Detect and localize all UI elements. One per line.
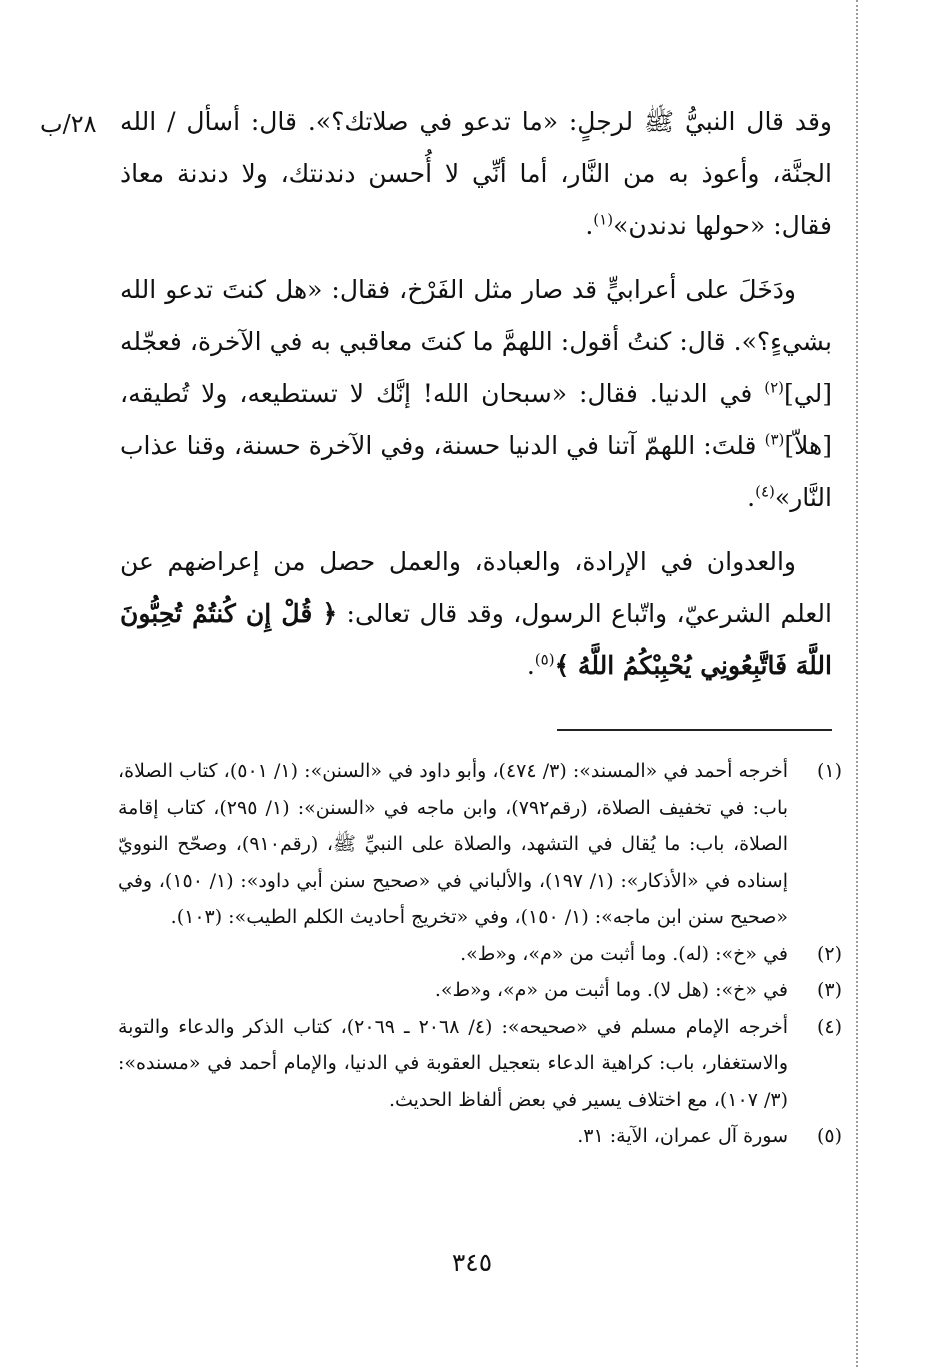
footnote-1 (118, 753, 842, 936)
footnote-text: أخرجه أحمد في «المسند»: (٣/ ٤٧٤)، وأبو داود في «السنن»: (١/ ٥٠١)، كتاب الصلاة، باب: في تخفيف الصلاة، (رقم٧٩٢)، وابن ماجه في «السنن»: (١/ ٢٩٥)، كتاب إقامة الصلاة، باب: ما يُقال في التشهد، والصلاة على النبيِّ ﷺ، (رقم٩١٠)، وصحّح النوويّ إسناده في «الأذكار»: (١/ ١٩٧)، والألباني في «صحيح سنن أبي داود»: (١/ ١٥٠)، وفي «صحيح سنن ابن ماجه»: (١/ ١٥٠)، وفي «تخريج أحاديث الكلم الطيب»: (١٠٣). (118, 760, 789, 928)
main-text-body (120, 96, 832, 704)
paragraph-2 (120, 264, 832, 524)
page-edge-dotted-line (856, 0, 858, 1367)
paragraph-text: والعدوان في الإرادة، والعبادة، والعمل حصل من إعراضهم عن العلم الشرعيّ، واتّباع الرسول، وقد قال تعالى: (120, 547, 832, 628)
footnote-reference-5[interactable]: (٥) (534, 650, 555, 669)
paragraph-3 (120, 536, 832, 692)
footnote-text: سورة آل عمران، الآية: ٣١. (577, 1125, 788, 1147)
footnote-reference-1[interactable]: (١) (593, 210, 614, 229)
footnote-number: (٥) (816, 1125, 842, 1147)
footnote-number: (٢) (816, 942, 842, 965)
footnote-2 (118, 936, 842, 973)
footnote-number: (٣) (816, 979, 842, 1001)
footnote-separator-rule (557, 729, 832, 731)
page-number: ٣٤٥ (451, 1248, 493, 1277)
footnote-reference-3[interactable]: (٣) (764, 430, 785, 449)
footnote-5 (118, 1118, 842, 1155)
footnote-text: أخرجه الإمام مسلم في «صحيحه»: (٤/ ٢٠٦٨ ـ ٢٠٦٩)، كتاب الذكر والدعاء والتوبة والاستغفار، باب: كراهية الدعاء بتعجيل العقوبة في الدنيا، والإمام أحمد في «مسنده»: (٣/ ١٠٧)، مع اختلاف يسير في بعض ألفاظ الحديث. (118, 1015, 788, 1111)
paragraph-text: ودَخَلَ على أعرابيٍّ قد صار مثل الفَرْخ، فقال: «هل كنتَ تدعو الله بشيءٍ؟». قال: كنتُ أقول: اللهمَّ ما كنتَ معاقبي به في الآخرة، فعجّله [لي] (120, 275, 832, 408)
paragraph-text: . (585, 211, 594, 240)
footnote-reference-4[interactable]: (٤) (755, 482, 775, 501)
manuscript-folio-marker: ٢٨/ب (40, 110, 97, 138)
quran-verse-quote: ﴿ قُلْ إِن كُنتُمْ تُحِبُّونَ اللَّهَ فَاتَّبِعُونِي يُحْبِبْكُمُ اللَّهُ ﴾ (120, 599, 832, 680)
footnotes-section (118, 753, 842, 1155)
footnote-4 (118, 1009, 842, 1119)
paragraph-text: . (526, 651, 535, 680)
footnote-number: (٤) (816, 1015, 842, 1038)
footnote-3 (118, 972, 842, 1009)
footnote-number: (١) (816, 760, 842, 782)
paragraph-text: . (747, 483, 756, 512)
paragraph-1 (120, 96, 832, 252)
footnote-text: في «خ»: (هل لا). وما أثبت من «م»، و«ط». (434, 979, 788, 1001)
paragraph-text: وقد قال النبيُّ ﷺ لرجلٍ: «ما تدعو في صلاتك؟». قال: أسأل / الله الجنَّة، وأعوذ به من النَّار، أما أنِّي لا أُحسن دندنتك، ولا دندنة معاذ فقال: «حولها ندندن» (120, 107, 832, 240)
footnote-text: في «خ»: (له). وما أثبت من «م»، و«ط». (460, 942, 788, 965)
paragraph-text: في الدنيا. فقال: «سبحان الله! إنَّك لا تستطيعه، ولا تُطيقه، [هلاّ] (120, 379, 832, 460)
paragraph-text: قلتَ: اللهمّ آتنا في الدنيا حسنة، وفي الآخرة حسنة، وقنا عذاب النَّار» (120, 431, 832, 512)
footnote-reference-2[interactable]: (٢) (764, 378, 785, 397)
